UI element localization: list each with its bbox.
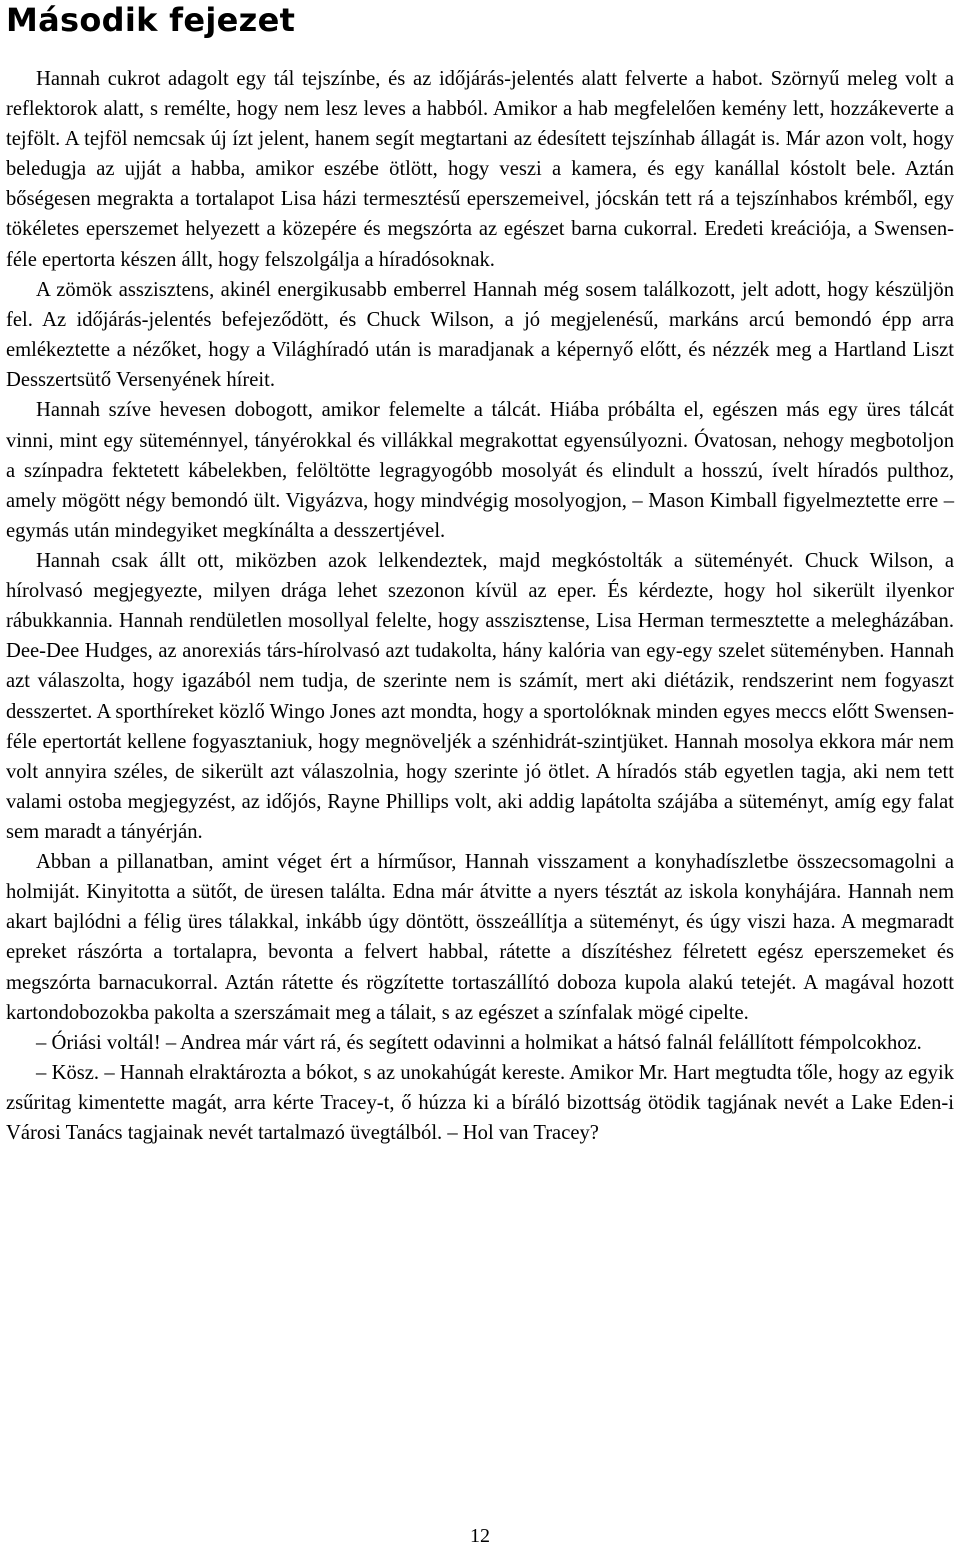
page-number: 12 <box>470 1525 490 1547</box>
paragraph: Hannah szíve hevesen dobogott, amikor felemelte a tálcát. Hiába próbálta el, egészen más egy üres tálcát vinni, mint egy süteménnyel, tányérokkal és villákkal megrakottat egyensúlyozni. Óvatosan, nehogy megbotoljon a színpadra fektetett kábelekben, felöltötte legragyogóbb mosolyát és elindult a hosszú, ívelt híradós pulthoz, amely mögött négy bemondó ült. Vigyázva, hogy mindvégig mosolyogjon, – Mason Kimball figyelmeztette erre – egymás után mindegyiket megkínálta a desszertjével. <box>6 399 954 542</box>
chapter-title: Második fejezet <box>6 1 296 39</box>
paragraph: – Óriási voltál! – Andrea már várt rá, és segített odavinni a holmikat a hátsó falnál felállított fémpolcokhoz. <box>36 1031 922 1054</box>
paragraph: – Kösz. – Hannah elraktározta a bókot, s az unokahúgát kereste. Amikor Mr. Hart megtudta tőle, hogy az egyik zsűritag kimentette magát, arra kérte Tracey-t, ő húzza ki a bíráló bizottság ötödik tagjának nevét a Lake Eden-i Városi Tanács tagjainak nevét tartalmazó üvegtálból. – Hol van Tracey? <box>6 1062 954 1145</box>
paragraph: Hannah csak állt ott, miközben azok lelkendeztek, majd megkóstolták a süteményét. Chuck Wilson, a hírolvasó megjegyezte, milyen drága lehet szezonon kívül az eper. És kérdezte, hogy hol sikerült ilyenkor rábukkannia. Hannah rendületlen mosollyal felelte, hogy asszisztense, Lisa Herman termesztette a melegházában. Dee-Dee Hudges, az anorexiás társ-hírolvasó azt tudakolta, hány kalória van egy-egy szelet süteményben. Hannah azt válaszolta, hogy igazából nem tudja, de szerinte nem is számít, mert aki diétázik, rendszerint nem fogyaszt desszertet. A sporthíreket közlő Wingo Jones azt mondta, hogy a sportolóknak minden egyes meccs előtt Swensen-féle epertortát kellene fogyasztaniuk, hogy megnöveljék a szénhidrát-szintjüket. Hannah mosolya ekkora már nem volt annyira széles, de sikerült azt válaszolnia, hogy szerinte jó ötlet. A híradós stáb egyetlen tagja, aki nem tett valami ostoba megjegyzést, az időjós, Rayne Phillips volt, aki addig lapátolta szájába a süteményt, amíg egy falat sem maradt a tányérján. <box>6 550 954 843</box>
body-text <box>6 64 954 1149</box>
paragraph: Abban a pillanatban, amint véget ért a hírműsor, Hannah visszament a konyhadíszletbe összecsomagolni a holmiját. Kinyitotta a sütőt, de üresen találta. Edna már átvitte a nyers tésztát az iskola konyhájára. Hannah nem akart bajlódni a félig üres tálakkal, inkább úgy döntött, összeállítja a süteményt, és úgy viszi haza. A megmaradt epreket rászórta a tortalapra, bevonta a felvert habbal, rátette a díszítéshez félretett egész eperszemeket és megszórta barnacukorral. Aztán rátette és rögzítette tortaszállító doboza kupola alakú tetejét. A magával hozott kartondobozokba pakolta a szerszámait meg a tálait, s az egészet a színfalak mögé cipelte. <box>6 851 954 1024</box>
paragraph: Hannah cukrot adagolt egy tál tejszínbe, és az időjárás-jelentés alatt felverte a habot. Szörnyű meleg volt a reflektorok alatt, s remélte, hogy nem lesz leves a habból. Amikor a hab megfelelően kemény lett, hozzákeverte a tejfölt. A tejföl nemcsak új ízt jelent, hanem segít megtartani az édesített tejszínhab állagát is. Már azon volt, hogy beledugja az ujját a habba, amikor eszébe ötlött, hogy veszi a kamera, és egy kanállal kóstolt bele. Aztán bőségesen megrakta a tortalapot Lisa házi termesztésű eperszemeivel, jócskán tett rá a tejszínhabos krémből, egy tökéletes eperszemet helyezett a közepére és megszórta az egészet barna cukorral. Eredeti kreációja, a Swensen-féle epertorta készen állt, hogy felszolgálja a híradósoknak. <box>6 68 954 271</box>
paragraph: A zömök asszisztens, akinél energikusabb emberrel Hannah még sosem találkozott, jelt adott, hogy készüljön fel. Az időjárás-jelentés befejeződött, és Chuck Wilson, a jó megjelenésű, markáns arcú bemondó épp arra emlékeztette a nézőket, hogy a Világhíradó után is maradjanak a képernyő előtt, és nézzék meg a Hartland Liszt Desszertsütő Versenyének híreit. <box>6 278 954 392</box>
